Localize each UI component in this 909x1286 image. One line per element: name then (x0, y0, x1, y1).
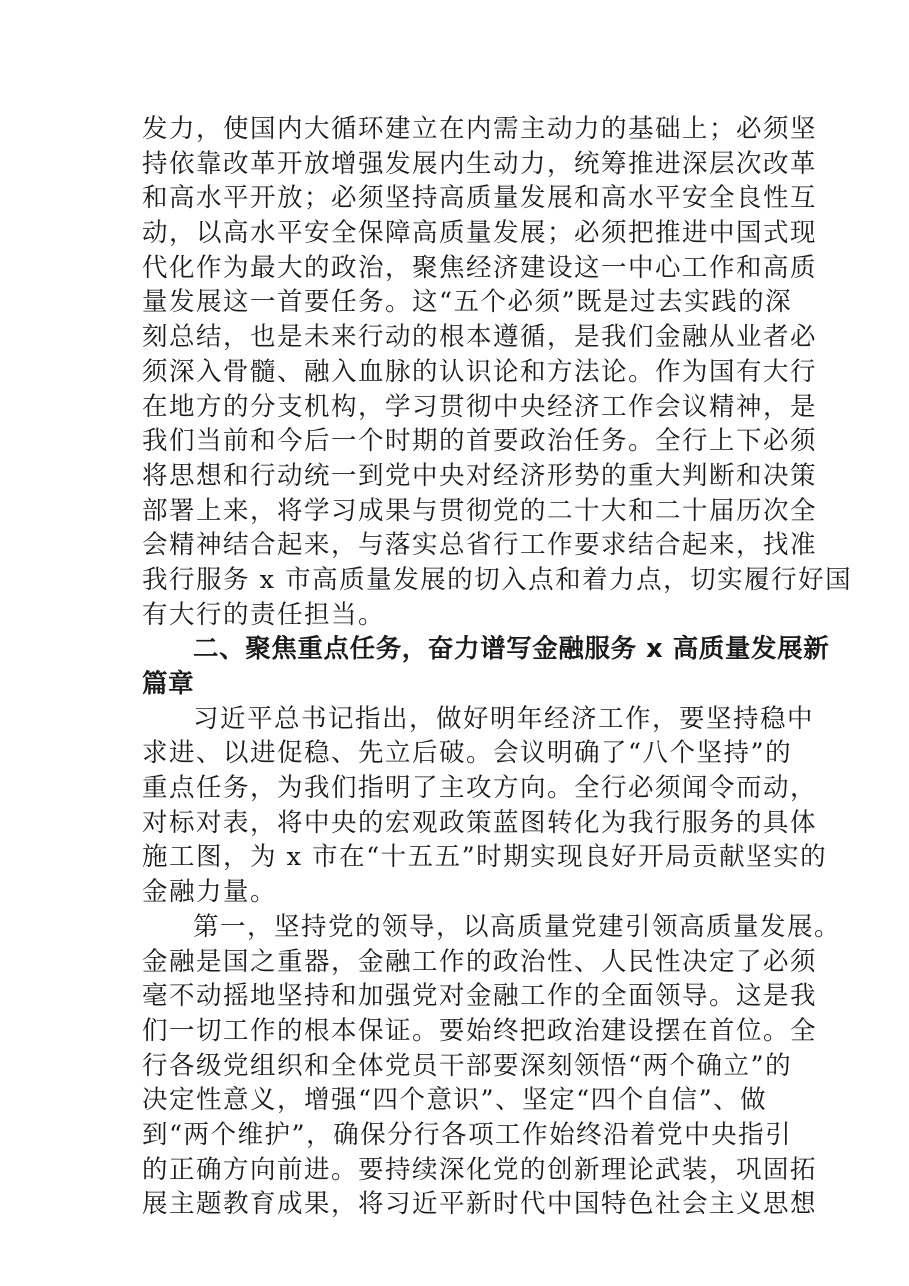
paragraph-continuation (142, 112, 853, 632)
text-line: 动，以高水平安全保障高质量发展；必须把推进中国式现 (142, 218, 818, 249)
text-line: 量发展这一首要任务。这“五个必须”既是过去实践的深 (142, 287, 793, 318)
text-line: 须深入骨髓、融入血脉的认识论和方法论。作为国有大行 (142, 356, 818, 387)
text-line: 会精神结合起来，与落实总省行工作要求结合起来，找准 (142, 530, 818, 561)
text-line: 代化作为最大的政治，聚焦经济建设这一中心工作和高质 (142, 252, 818, 283)
text-line: 发力，使国内大循环建立在内需主动力的基础上；必须坚 (142, 114, 818, 144)
paragraph (142, 702, 828, 910)
paragraph (142, 910, 842, 1222)
text-line: 将思想和行动统一到党中央对经济形势的重大判断和决策 (142, 460, 818, 491)
section-heading (142, 632, 830, 701)
text-line: 第一，坚持党的领导，以高质量党建引领高质量发展。 (193, 911, 842, 942)
heading-line: 篇章 (142, 669, 195, 699)
text-line: 金融力量。 (142, 877, 278, 908)
text-line: 有大行的责任担当。 (142, 599, 386, 630)
text-line: 习近平总书记指出，做好明年经济工作，要坚持稳中 (193, 703, 815, 734)
text-line: 行各级党组织和全体党员干部要深刻领悟“两个确立”的 (142, 1050, 793, 1081)
text-line: 们一切工作的根本保证。要始终把政治建设摆在首位。全 (142, 1015, 818, 1046)
text-line: 重点任务，为我们指明了主攻方向。全行必须闻令而动， (142, 773, 818, 804)
text-line: 在地方的分支机构，学习贯彻中央经济工作会议精神，是 (142, 391, 818, 422)
text-line: 刻总结，也是未来行动的根本遵循，是我们金融从业者必 (142, 322, 818, 353)
heading-line: 二、聚焦重点任务，奋力谱写金融服务 x 高质量发展新 (193, 634, 830, 665)
text-line: 金融是国之重器，金融工作的政治性、人民性决定了必须 (142, 946, 818, 977)
text-line: 部署上来，将学习成果与贯彻党的二十大和二十届历次全 (142, 495, 818, 526)
text-line: 持依靠改革开放增强发展内生动力，统筹推进深层次改革 (142, 148, 818, 179)
text-line: 展主题教育成果，将习近平新时代中国特色社会主义思想 (142, 1189, 818, 1220)
text-line: 求进、以进促稳、先立后破。会议明确了“八个坚持”的 (142, 738, 793, 769)
text-line: 对标对表，将中央的宏观政策蓝图转化为我行服务的具体 (142, 807, 818, 838)
text-line: 决定性意义，增强“四个意识”、坚定“四个自信”、做 (142, 1085, 768, 1116)
text-line: 我行服务 x 市高质量发展的切入点和着力点，切实履行好国 (142, 564, 853, 595)
document-body (142, 112, 853, 1222)
text-line: 的正确方向前进。要持续深化党的创新理论武装，巩固拓 (142, 1154, 818, 1185)
text-line: 施工图，为 x 市在“十五五”时期实现良好开局贡献坚实的 (142, 842, 828, 873)
text-line: 和高水平开放；必须坚持高质量发展和高水平安全良性互 (142, 183, 818, 214)
text-line: 我们当前和今后一个时期的首要政治任务。全行上下必须 (142, 426, 818, 457)
text-line: 到“两个维护”，确保分行各项工作始终沿着党中央指引 (142, 1119, 793, 1150)
text-line: 毫不动摇地坚持和加强党对金融工作的全面领导。这是我 (142, 981, 818, 1012)
